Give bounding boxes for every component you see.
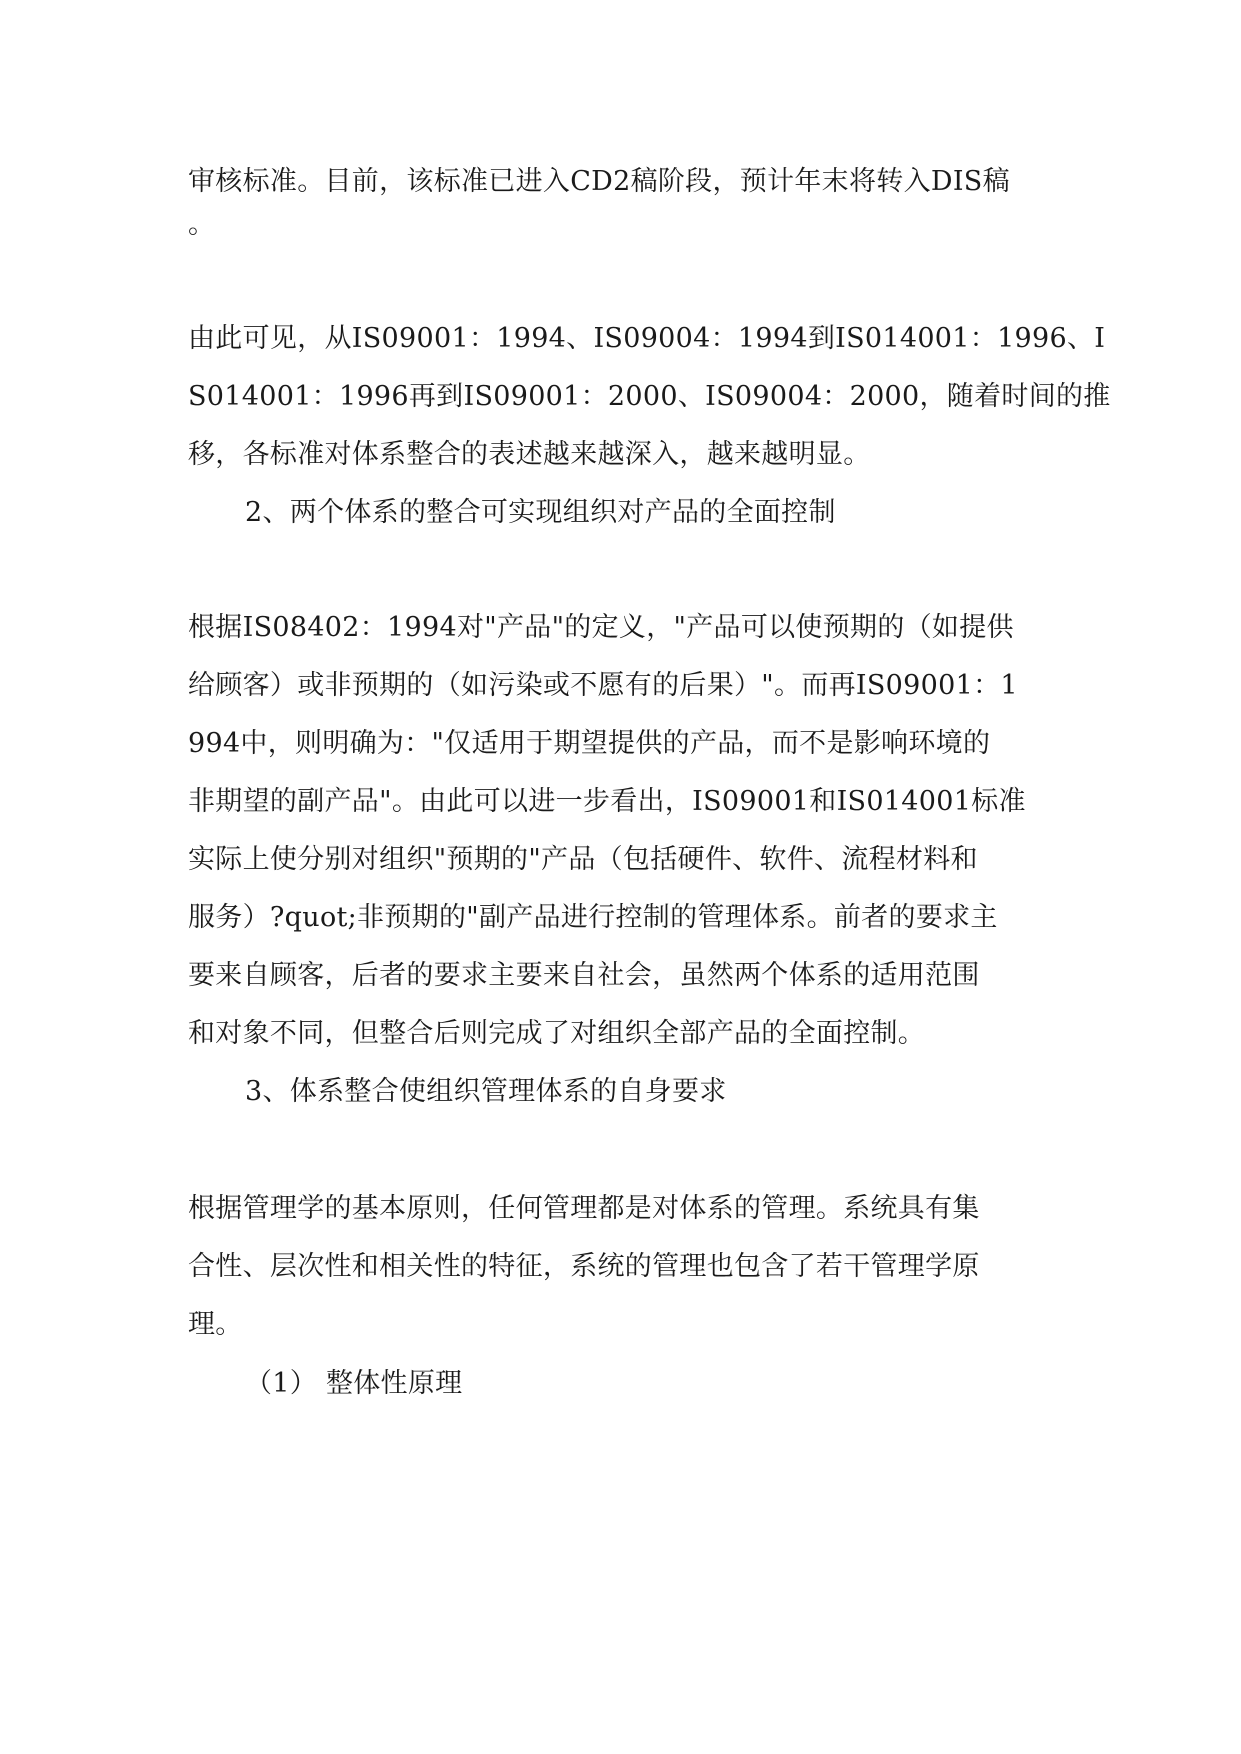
paragraph-line: 移，各标准对体系整合的表述越来越深入，越来越明显。	[188, 439, 871, 470]
paragraph-line: 服务）?quot;非预期的"副产品进行控制的管理体系。前者的要求主	[188, 902, 998, 933]
paragraph-line: 审核标准。目前，该标准已进入CD2稿阶段，预计年末将转入DIS稿	[188, 166, 1010, 197]
section-heading: 3、体系整合使组织管理体系的自身要求	[245, 1076, 727, 1107]
paragraph-line: 根据IS08402：1994对"产品"的定义，"产品可以使预期的（如提供	[188, 612, 1014, 643]
paragraph-line: 和对象不同，但整合后则完成了对组织全部产品的全面控制。	[188, 1018, 926, 1049]
paragraph-line: S014001：1996再到IS09001：2000、IS09004：2000，随着时间的推	[188, 381, 1111, 412]
paragraph-line: 根据管理学的基本原则，任何管理都是对体系的管理。系统具有集	[188, 1193, 980, 1224]
paragraph-line: 合性、层次性和相关性的特征，系统的管理也包含了若干管理学原	[188, 1251, 980, 1282]
paragraph-line: 给顾客）或非预期的（如污染或不愿有的后果）"。而再IS09001：1	[188, 670, 1018, 701]
paragraph-line: 由此可见，从IS09001：1994、IS09004：1994到IS014001：1996、I	[188, 323, 1106, 354]
paragraph-line: 非期望的副产品"。由此可以进一步看出，IS09001和IS014001标准	[188, 786, 1026, 817]
paragraph-line: 994中，则明确为："仅适用于期望提供的产品，而不是影响环境的	[188, 728, 991, 759]
paragraph-line: 。	[188, 209, 216, 240]
paragraph-line: 理。	[188, 1309, 243, 1340]
paragraph-line: 要来自顾客，后者的要求主要来自社会，虽然两个体系的适用范围	[188, 960, 980, 991]
section-heading: 2、两个体系的整合可实现组织对产品的全面控制	[245, 497, 836, 528]
subsection-heading: （1） 整体性原理	[245, 1368, 463, 1399]
paragraph-line: 实际上使分别对组织"预期的"产品（包括硬件、软件、流程材料和	[188, 844, 978, 875]
